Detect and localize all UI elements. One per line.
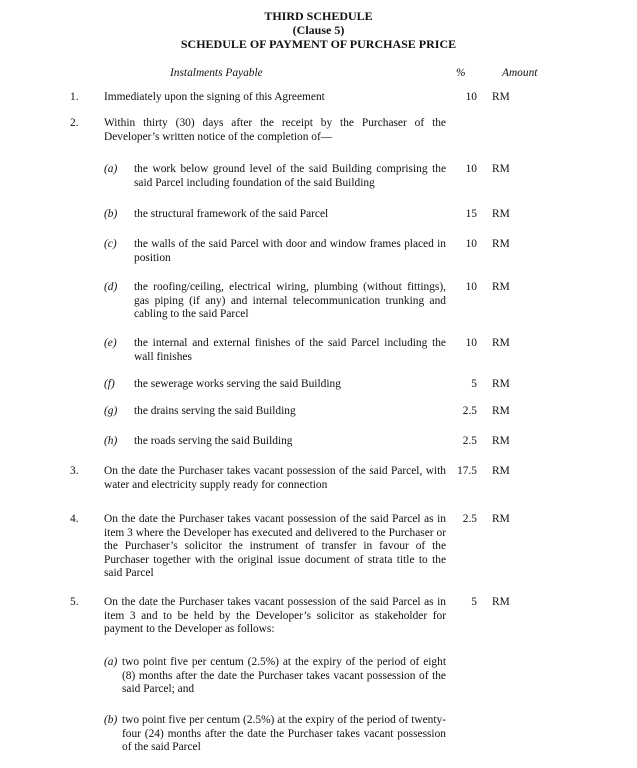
sub-item-text: the structural framework of the said Parcel: [134, 208, 329, 220]
sub-item-text: the walls of the said Parcel with door and window frames placed in position: [134, 238, 446, 264]
sub-item-text: the roads serving the said Building: [134, 435, 293, 447]
item-text: On the date the Purchaser takes vacant possession of the said Parcel as in item 3 and to be held by the Developer’s solicitor as stakeholder for payment to the Developer as follows:: [104, 596, 446, 636]
sub-item-text: the drains serving the said Building: [134, 405, 296, 417]
sub-item-label: (c): [104, 238, 117, 250]
sub-item-label: (a): [104, 163, 118, 175]
sub-item-percent: 10: [465, 281, 477, 293]
item-number: 3.: [70, 465, 79, 477]
stakeholder-text: two point five per centum (2.5%) at the expiry of the period of eight (8) months after the date the Purchaser takes vacant possession of the said Parcel; and: [122, 656, 446, 696]
item-percent: 5: [471, 596, 477, 608]
item-number: 1.: [70, 91, 79, 103]
sub-item-percent: 5: [471, 378, 477, 390]
stakeholder-label: (a): [104, 656, 118, 668]
sub-item-percent: 10: [465, 238, 477, 250]
sub-item-text: the sewerage works serving the said Building: [134, 378, 341, 390]
item-amount: RM: [492, 596, 510, 608]
item-amount: RM: [492, 465, 510, 477]
item-amount: RM: [492, 91, 510, 103]
item-text: On the date the Purchaser takes vacant possession of the said Parcel, with water and electricity supply ready for connection: [104, 465, 446, 491]
sub-item-amount: RM: [492, 163, 510, 175]
schedule-subtitle: SCHEDULE OF PAYMENT OF PURCHASE PRICE: [180, 37, 457, 51]
sub-item-text: the work below ground level of the said Building comprising the said Parcel including foundation of the said Building: [134, 163, 446, 189]
sub-item-label: (b): [104, 208, 118, 220]
item-text: On the date the Purchaser takes vacant possession of the said Parcel as in item 3 where the Developer has executed and delivered to the Purchaser or the Purchaser’s solicitor the instrument of transfer in favour of the Purchaser together with the original issue document of strata title to the said Parcel: [104, 513, 446, 580]
sub-item-label: (d): [104, 281, 118, 293]
stakeholder-label: (b): [104, 714, 118, 726]
item-text: Immediately upon the signing of this Agreement: [104, 91, 325, 103]
item-percent: 2.5: [462, 513, 477, 525]
sub-item-label: (g): [104, 405, 118, 417]
sub-item-percent: 15: [465, 208, 477, 220]
sub-item-amount: RM: [492, 378, 510, 390]
sub-item-amount: RM: [492, 238, 510, 250]
sub-item-text: the internal and external finishes of the said Parcel including the wall finishes: [134, 337, 446, 363]
sub-item-percent: 10: [465, 163, 477, 175]
sub-item-percent: 10: [465, 337, 477, 349]
sub-item-percent: 2.5: [462, 405, 477, 417]
sub-item-text: the roofing/ceiling, electrical wiring, plumbing (without fittings), gas piping (if any) and internal telecommunication trunking and cabling to the said Parcel: [134, 281, 446, 321]
clause-reference: (Clause 5): [292, 23, 345, 37]
sub-item-label: (e): [104, 337, 117, 349]
item-amount: RM: [492, 513, 510, 525]
item-percent: 10: [465, 91, 477, 103]
item-text: Within thirty (30) days after the receipt by the Purchaser of the Developer’s written notice of the completion of—: [104, 117, 446, 143]
sub-item-amount: RM: [492, 337, 510, 349]
sub-item-amount: RM: [492, 281, 510, 293]
item-number: 5.: [70, 596, 79, 608]
column-header-instalments: Instalments Payable: [170, 67, 263, 79]
item-number: 2.: [70, 117, 79, 129]
schedule-title: THIRD SCHEDULE: [264, 9, 373, 23]
column-header-percent: %: [456, 67, 466, 79]
stakeholder-text: two point five per centum (2.5%) at the expiry of the period of twenty-four (24) months after the date the Purchaser takes vacant possession of the said Parcel: [122, 714, 446, 754]
sub-item-amount: RM: [492, 435, 510, 447]
sub-item-label: (h): [104, 435, 118, 447]
item-number: 4.: [70, 513, 79, 525]
sub-item-amount: RM: [492, 405, 510, 417]
column-header-amount: Amount: [502, 67, 538, 79]
item-percent: 17.5: [457, 465, 477, 477]
sub-item-percent: 2.5: [462, 435, 477, 447]
sub-item-label: (f): [104, 378, 115, 390]
sub-item-amount: RM: [492, 208, 510, 220]
